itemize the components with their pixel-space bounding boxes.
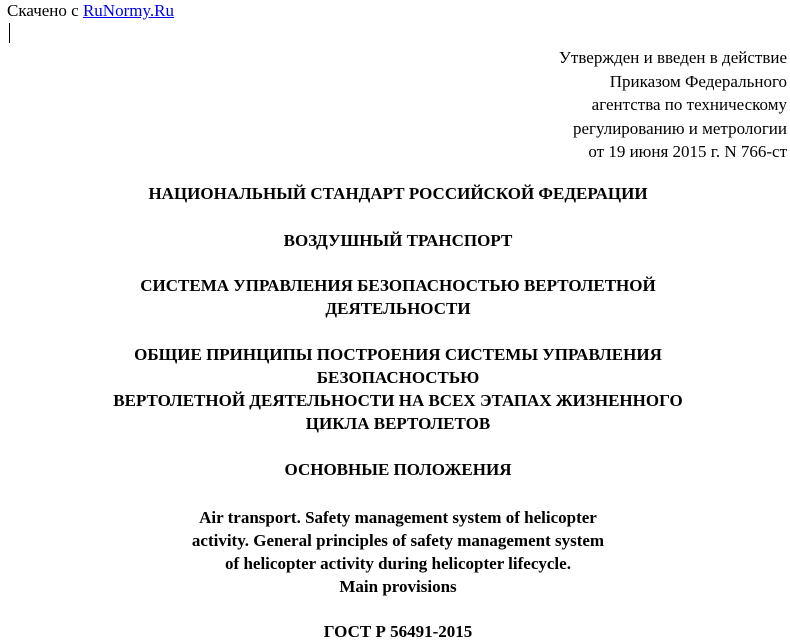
heading-line: ЦИКЛА ВЕРТОЛЕТОВ: [305, 414, 491, 433]
approval-line: Утвержден и введен в действие: [558, 48, 787, 67]
text-cursor: [9, 23, 10, 43]
heading-line: ВОЗДУШНЫЙ ТРАНСПОРТ: [283, 231, 513, 250]
source-prefix: Скачено с: [7, 1, 83, 20]
approval-line: Приказом Федерального: [609, 71, 787, 91]
national-standard-heading: [0, 182, 790, 205]
approval-line: агентства по техническому: [591, 95, 787, 114]
heading-line: ОБЩИЕ ПРИНЦИПЫ ПОСТРОЕНИЯ СИСТЕМЫ УПРАВЛЕНИЯ: [134, 345, 662, 364]
domain-heading: [0, 229, 790, 252]
standard-number: [0, 620, 790, 643]
heading-line: ГОСТ Р 56491-2015: [323, 622, 473, 641]
system-title: [0, 274, 790, 320]
heading-line: НАЦИОНАЛЬНЫЙ СТАНДАРТ РОССИЙСКОЙ ФЕДЕРАЦИИ: [148, 184, 648, 203]
section-heading: [0, 458, 790, 481]
heading-line: Main provisions: [339, 577, 457, 596]
english-title: [0, 506, 790, 598]
heading-line: СИСТЕМА УПРАВЛЕНИЯ БЕЗОПАСНОСТЬЮ ВЕРТОЛЕТНОЙ: [140, 276, 656, 295]
heading-line: ОСНОВНЫЕ ПОЛОЖЕНИЯ: [284, 460, 512, 479]
principles-title: [0, 343, 790, 435]
runormy-link[interactable]: RuNormy.Ru: [82, 1, 174, 20]
heading-line: ДЕЯТЕЛЬНОСТИ: [325, 299, 471, 318]
approval-line: от 19 июня 2015 г. N 766-ст: [588, 142, 787, 161]
approval-block: [559, 46, 787, 164]
approval-line: регулированию и метрологии: [572, 118, 787, 138]
heading-line: Air transport. Safety management system of helicopter: [199, 508, 597, 527]
heading-line: of helicopter activity during helicopter lifecycle.: [225, 554, 571, 573]
heading-line: БЕЗОПАСНОСТЬЮ: [316, 368, 480, 387]
source-line: [7, 1, 174, 21]
heading-line: ВЕРТОЛЕТНОЙ ДЕЯТЕЛЬНОСТИ НА ВСЕХ ЭТАПАХ ЖИЗНЕННОГО: [113, 391, 683, 410]
heading-line: activity. General principles of safety management system: [191, 531, 605, 550]
